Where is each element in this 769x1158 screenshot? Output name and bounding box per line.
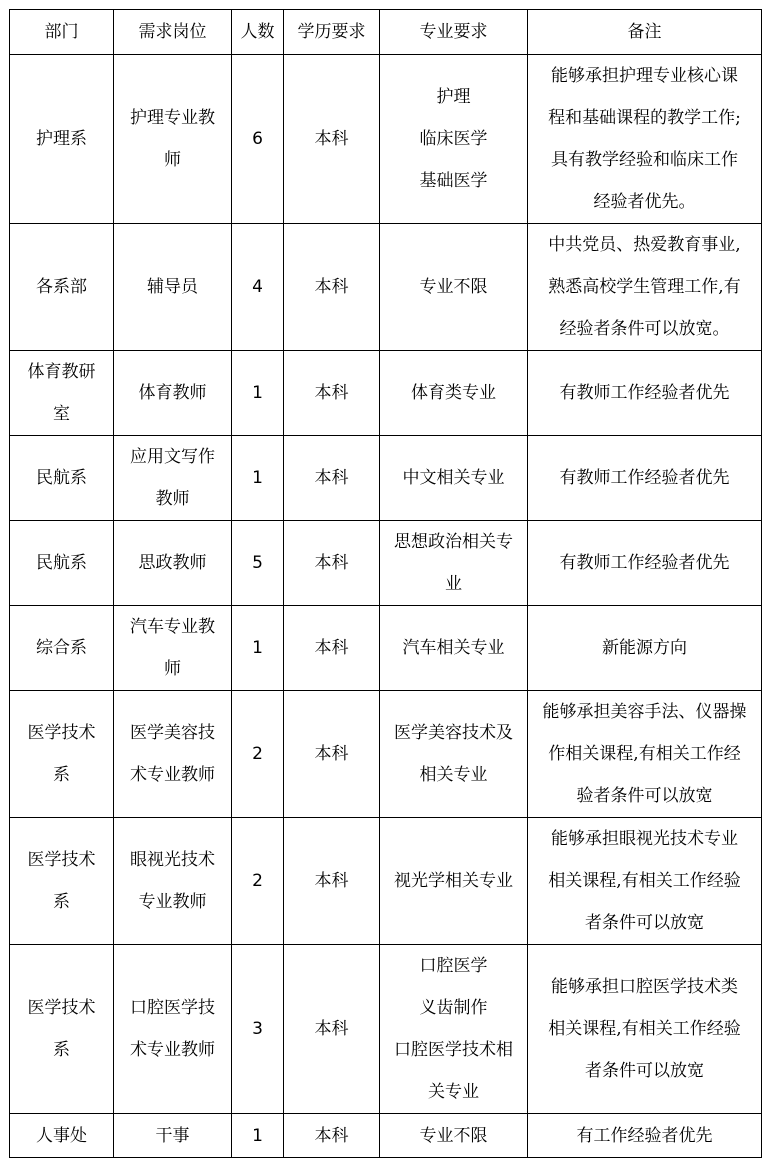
table-row xyxy=(10,224,762,351)
header-count: 人数 xyxy=(232,10,284,55)
major-cell-line: 口腔医学 xyxy=(419,956,488,976)
table-row xyxy=(10,691,762,818)
dept-cell-line: 体育教研 xyxy=(27,362,96,382)
notes-cell-line: 者条件可以放宽 xyxy=(585,1061,704,1081)
notes-cell-line: 有工作经验者优先 xyxy=(576,1125,713,1146)
major-cell-line: 基础医学 xyxy=(419,171,488,191)
header-dept: 部门 xyxy=(10,10,114,55)
table-body xyxy=(10,55,762,1158)
dept-cell-line: 综合系 xyxy=(36,638,87,658)
notes-cell xyxy=(528,351,762,436)
education-cell: 本科 xyxy=(284,945,380,1114)
notes-cell xyxy=(528,224,762,351)
dept-cell-line: 系 xyxy=(53,1040,70,1060)
notes-cell-line: 新能源方向 xyxy=(602,638,687,658)
recruitment-table xyxy=(9,9,762,1158)
notes-cell-line: 相关课程,有相关工作经验 xyxy=(548,871,741,891)
notes-cell-line: 相关课程,有相关工作经验 xyxy=(548,1019,741,1039)
header-notes: 备注 xyxy=(528,10,762,55)
notes-cell xyxy=(528,1114,762,1158)
position-cell xyxy=(114,351,232,436)
major-cell-line: 相关专业 xyxy=(419,765,488,785)
major-cell-line: 业 xyxy=(445,574,462,594)
position-cell xyxy=(114,521,232,606)
notes-cell xyxy=(528,691,762,818)
table-row xyxy=(10,818,762,945)
notes-cell-line: 作相关课程,有相关工作经 xyxy=(548,744,741,764)
notes-cell xyxy=(528,606,762,691)
notes-cell-line: 能够承担护理专业核心课 xyxy=(551,66,738,86)
count-cell: 5 xyxy=(232,521,284,606)
notes-cell-line: 有教师工作经验者优先 xyxy=(559,468,730,488)
position-cell-line: 口腔医学技 xyxy=(130,998,215,1018)
dept-cell-line: 民航系 xyxy=(36,553,87,573)
count-cell: 6 xyxy=(232,55,284,224)
notes-cell xyxy=(528,521,762,606)
major-cell xyxy=(380,1114,528,1158)
table-row xyxy=(10,436,762,521)
dept-cell-line: 护理系 xyxy=(36,129,87,149)
position-cell xyxy=(114,224,232,351)
education-cell: 本科 xyxy=(284,436,380,521)
position-cell-line: 术专业教师 xyxy=(130,765,215,785)
dept-cell xyxy=(10,606,114,691)
major-cell xyxy=(380,224,528,351)
dept-cell-line: 民航系 xyxy=(36,468,87,488)
dept-cell-line: 医学技术 xyxy=(27,723,96,743)
dept-cell-line: 医学技术 xyxy=(27,998,96,1018)
major-cell xyxy=(380,691,528,818)
position-cell xyxy=(114,818,232,945)
position-cell xyxy=(114,436,232,521)
notes-cell xyxy=(528,55,762,224)
table-row xyxy=(10,55,762,224)
count-cell: 3 xyxy=(232,945,284,1114)
dept-cell xyxy=(10,818,114,945)
major-cell xyxy=(380,351,528,436)
position-cell-line: 眼视光技术 xyxy=(130,850,215,870)
count-cell: 1 xyxy=(232,606,284,691)
major-cell-line: 护理 xyxy=(436,87,471,107)
position-cell-line: 思政教师 xyxy=(138,553,207,573)
table-row xyxy=(10,521,762,606)
major-cell-line: 临床医学 xyxy=(419,129,488,149)
education-cell: 本科 xyxy=(284,1114,380,1158)
education-cell: 本科 xyxy=(284,818,380,945)
major-cell xyxy=(380,945,528,1114)
position-cell-line: 医学美容技 xyxy=(130,723,215,743)
notes-cell-line: 经验者优先。 xyxy=(593,192,696,212)
dept-cell xyxy=(10,436,114,521)
position-cell-line: 汽车专业教 xyxy=(130,617,215,637)
major-cell-line: 专业不限 xyxy=(419,1125,488,1146)
dept-cell-line: 室 xyxy=(53,404,70,424)
dept-cell-line: 医学技术 xyxy=(27,850,96,870)
dept-cell xyxy=(10,945,114,1114)
notes-cell-line: 有教师工作经验者优先 xyxy=(559,383,730,403)
dept-cell xyxy=(10,351,114,436)
notes-cell-line: 熟悉高校学生管理工作,有 xyxy=(548,277,741,297)
count-cell: 2 xyxy=(232,691,284,818)
table-row xyxy=(10,606,762,691)
dept-cell-line: 各系部 xyxy=(36,277,87,297)
notes-cell-line: 能够承担眼视光技术专业 xyxy=(551,829,738,849)
position-cell-line: 师 xyxy=(164,659,181,679)
position-cell xyxy=(114,1114,232,1158)
major-cell xyxy=(380,818,528,945)
count-cell: 1 xyxy=(232,351,284,436)
count-cell: 2 xyxy=(232,818,284,945)
major-cell-line: 视光学相关专业 xyxy=(394,871,513,891)
education-cell: 本科 xyxy=(284,606,380,691)
major-cell-line: 体育类专业 xyxy=(411,383,496,403)
position-cell-line: 辅导员 xyxy=(147,277,198,297)
notes-cell-line: 中共党员、热爱教育事业, xyxy=(548,235,741,255)
major-cell xyxy=(380,55,528,224)
position-cell-line: 护理专业教 xyxy=(130,108,215,128)
notes-cell-line: 有教师工作经验者优先 xyxy=(559,553,730,573)
position-cell xyxy=(114,691,232,818)
position-cell-line: 体育教师 xyxy=(138,383,207,403)
position-cell-line: 干事 xyxy=(155,1125,190,1146)
major-cell xyxy=(380,436,528,521)
major-cell-line: 口腔医学技术相 xyxy=(394,1040,513,1060)
education-cell: 本科 xyxy=(284,224,380,351)
education-cell: 本科 xyxy=(284,521,380,606)
major-cell-line: 中文相关专业 xyxy=(402,468,505,488)
major-cell-line: 医学美容技术及 xyxy=(394,723,513,743)
table-row xyxy=(10,351,762,436)
header-major: 专业要求 xyxy=(380,10,528,55)
notes-cell-line: 能够承担口腔医学技术类 xyxy=(551,977,738,997)
position-cell-line: 术专业教师 xyxy=(130,1040,215,1060)
dept-cell-line: 人事处 xyxy=(36,1125,87,1146)
major-cell-line: 义齿制作 xyxy=(419,998,488,1018)
header-position: 需求岗位 xyxy=(114,10,232,55)
major-cell-line: 汽车相关专业 xyxy=(402,638,505,658)
position-cell-line: 应用文写作 xyxy=(130,447,215,467)
position-cell xyxy=(114,55,232,224)
major-cell xyxy=(380,521,528,606)
notes-cell-line: 能够承担美容手法、仪器操 xyxy=(542,702,747,722)
notes-cell-line: 程和基础课程的教学工作; xyxy=(548,108,741,128)
position-cell xyxy=(114,606,232,691)
notes-cell xyxy=(528,436,762,521)
dept-cell xyxy=(10,55,114,224)
table-row xyxy=(10,1114,762,1158)
dept-cell-line: 系 xyxy=(53,765,70,785)
notes-cell xyxy=(528,818,762,945)
education-cell: 本科 xyxy=(284,691,380,818)
major-cell xyxy=(380,606,528,691)
education-cell: 本科 xyxy=(284,351,380,436)
header-education: 学历要求 xyxy=(284,10,380,55)
major-cell-line: 思想政治相关专 xyxy=(394,532,513,552)
dept-cell-line: 系 xyxy=(53,892,70,912)
position-cell-line: 专业教师 xyxy=(138,892,207,912)
dept-cell xyxy=(10,521,114,606)
major-cell-line: 关专业 xyxy=(428,1082,479,1102)
count-cell: 1 xyxy=(232,436,284,521)
notes-cell-line: 者条件可以放宽 xyxy=(585,913,704,933)
major-cell-line: 专业不限 xyxy=(419,277,488,297)
count-cell: 4 xyxy=(232,224,284,351)
dept-cell xyxy=(10,224,114,351)
notes-cell-line: 具有教学经验和临床工作 xyxy=(551,150,738,170)
table-row xyxy=(10,945,762,1114)
notes-cell-line: 验者条件可以放宽 xyxy=(576,786,713,806)
position-cell-line: 师 xyxy=(164,150,181,170)
dept-cell xyxy=(10,1114,114,1158)
education-cell: 本科 xyxy=(284,55,380,224)
header-row xyxy=(10,10,762,55)
count-cell: 1 xyxy=(232,1114,284,1158)
dept-cell xyxy=(10,691,114,818)
position-cell xyxy=(114,945,232,1114)
notes-cell-line: 经验者条件可以放宽。 xyxy=(559,319,730,339)
position-cell-line: 教师 xyxy=(155,489,190,509)
notes-cell xyxy=(528,945,762,1114)
